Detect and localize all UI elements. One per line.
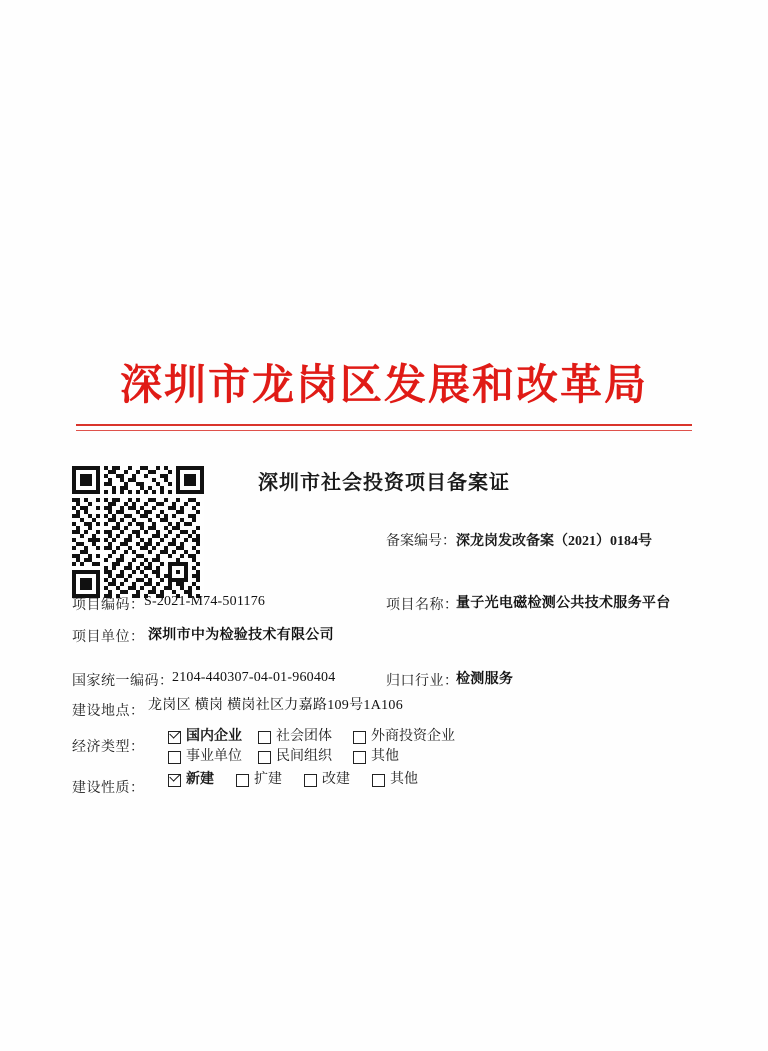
construction-nature-label: 建设性质：	[72, 781, 145, 796]
economy-type-options-row-2	[168, 750, 417, 764]
construction-nature-options	[168, 773, 440, 787]
qr-code-icon	[72, 466, 204, 598]
header-divider-thin	[76, 430, 692, 431]
checkbox-box-icon[interactable]	[258, 751, 271, 764]
checkbox-box-icon[interactable]	[236, 774, 249, 787]
address-label: 建设地点：	[72, 704, 145, 719]
economy-type-label: 经济类型：	[72, 740, 145, 755]
checkbox-box-icon[interactable]	[304, 774, 317, 787]
checkbox-economy-public-institution[interactable]	[168, 750, 258, 764]
project-name-label: 项目名称：	[386, 598, 459, 613]
checkbox-economy-domestic-enterprise[interactable]	[168, 730, 258, 744]
checkbox-label: 事业单位	[186, 749, 242, 764]
header-divider-thick	[76, 424, 692, 426]
address-value: 龙岗区 横岗 横岗社区力嘉路109号1A106	[148, 698, 404, 713]
checkbox-economy-social-group[interactable]	[258, 730, 353, 744]
unified-code-label: 国家统一编码：	[72, 674, 174, 689]
record-number-value: 深龙岗发改备案（2021）0184号	[456, 534, 652, 549]
page-title: 深圳市龙岗区发展和改革局	[119, 363, 648, 409]
checkbox-economy-private-organization[interactable]	[258, 750, 353, 764]
project-unit-label: 项目单位：	[72, 630, 145, 645]
checkbox-nature-renovation[interactable]	[304, 773, 350, 787]
economy-type-options-row-1	[168, 730, 473, 744]
checkbox-label: 社会团体	[276, 729, 332, 744]
project-code-value: S-2021-M74-501176	[144, 594, 266, 609]
checkbox-label: 外商投资企业	[371, 729, 455, 744]
project-code-label: 项目编码：	[72, 598, 145, 613]
checkbox-nature-other[interactable]	[372, 773, 418, 787]
unified-code-value: 2104-440307-04-01-960404	[172, 670, 336, 685]
checkbox-label: 国内企业	[186, 729, 242, 744]
checkbox-label: 民间组织	[276, 749, 332, 764]
checkbox-label: 新建	[186, 772, 214, 787]
checkbox-nature-new-build[interactable]	[168, 773, 214, 787]
project-unit-value: 深圳市中为检验技术有限公司	[148, 628, 334, 643]
certificate-subtitle: 深圳市社会投资项目备案证	[258, 472, 510, 494]
project-name-value: 量子光电磁检测公共技术服务平台	[456, 596, 671, 611]
checkbox-box-icon[interactable]	[168, 731, 181, 744]
checkbox-label: 其他	[390, 772, 418, 787]
checkbox-box-icon[interactable]	[372, 774, 385, 787]
checkbox-economy-other[interactable]	[353, 750, 399, 764]
industry-label: 归口行业：	[386, 674, 459, 689]
checkbox-box-icon[interactable]	[258, 731, 271, 744]
checkbox-nature-expansion[interactable]	[236, 773, 282, 787]
record-number	[386, 530, 652, 550]
record-number-label: 备案编号：	[386, 534, 456, 549]
checkbox-box-icon[interactable]	[168, 751, 181, 764]
checkbox-box-icon[interactable]	[353, 731, 366, 744]
checkbox-economy-foreign-invested[interactable]	[353, 730, 455, 744]
checkbox-box-icon[interactable]	[168, 774, 181, 787]
checkbox-label: 其他	[371, 749, 399, 764]
checkbox-label: 改建	[322, 772, 350, 787]
checkbox-label: 扩建	[254, 772, 282, 787]
industry-value: 检测服务	[456, 672, 514, 687]
checkbox-box-icon[interactable]	[353, 751, 366, 764]
